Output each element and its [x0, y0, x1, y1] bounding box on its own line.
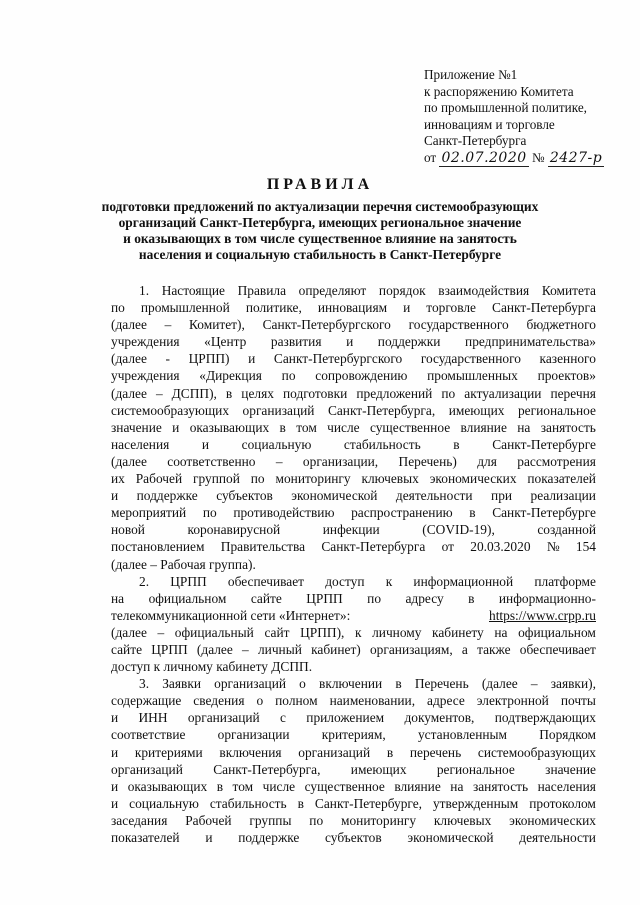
document-body — [111, 282, 596, 846]
handwritten-date: 02.07.2020 — [441, 149, 527, 166]
text-line: (далее соответственно – организации, Перечень) для рассмотрения — [111, 453, 596, 469]
text-line: на официальном сайте ЦРПП по адресу в информационно- — [111, 590, 596, 606]
text-line: (далее – официальный сайт ЦРПП), к личному кабинету на официальном — [111, 624, 596, 640]
appendix-line: к распоряжению Комитета — [424, 83, 574, 99]
title-block — [80, 175, 560, 263]
text-line: (далее – Рабочая группа). — [111, 556, 256, 572]
text-line: и социальную стабильность в Санкт-Петербурге, утвержденным протоколом — [111, 795, 596, 811]
text-line: по промышленной политике, инновациям и торговле Санкт-Петербурга — [111, 300, 596, 316]
text-line: 1. Настоящие Правила определяют порядок взаимодействия Комитета — [139, 283, 596, 298]
text-line: мероприятий по противодействию распространению в Санкт-Петербурге — [111, 505, 596, 521]
text-line-part: телекоммуникационной сети «Интернет»: — [111, 607, 351, 623]
subtitle-line: и оказывающих в том числе существенное влияние на занятость — [123, 231, 517, 246]
document-subtitle — [80, 199, 560, 263]
text-line: учреждения «Дирекция по сопровождению промышленных проектов» — [111, 368, 596, 384]
text-line: соответствие организации критериям, установленным Порядком — [111, 727, 596, 743]
text-line: системообразующих организаций Санкт-Петербурга, имеющих региональное — [111, 402, 596, 418]
text-line: 2. ЦРПП обеспечивает доступ к информационной платформе — [139, 573, 596, 589]
text-line: 3. Заявки организаций о включении в Перечень (далее – заявки), — [139, 676, 596, 692]
paragraph-2 — [111, 573, 596, 676]
number-prefix: № — [531, 149, 545, 165]
text-line: населения и социальную стабильность в Санкт-Петербурге — [111, 436, 596, 452]
text-line: их Рабочей группой по мониторингу ключевых экономических показателей — [111, 471, 596, 487]
text-line: (далее – ДСПП), в целях подготовки предложений по актуализации перечня — [111, 385, 596, 401]
text-line: постановлением Правительства Санкт-Петербурга от 20.03.2020 № 154 — [111, 539, 596, 555]
text-line-with-link — [111, 607, 596, 624]
text-line: сайте ЦРПП (далее – личный кабинет) организациям, а также обеспечивает — [111, 641, 596, 657]
appendix-line: Санкт-Петербурга — [424, 133, 527, 149]
text-line: (далее - ЦРПП) и Санкт-Петербургского государственного казенного — [111, 351, 596, 367]
handwritten-number: 2427-р — [549, 149, 603, 166]
appendix-header — [424, 67, 624, 167]
text-line: и критериями включения организаций в перечень системообразующих — [111, 744, 596, 760]
text-line: показателей и поддержке субъектов экономической деятельности — [111, 830, 596, 845]
text-line: организаций Санкт-Петербурга, имеющих региональное значение — [111, 761, 596, 777]
date-prefix: от — [424, 149, 437, 165]
crpp-website-link[interactable]: https://www.crpp.ru — [489, 607, 596, 623]
subtitle-line: населения и социальную стабильность в Санкт-Петербурге — [138, 247, 502, 262]
text-line: (далее – Комитет), Санкт-Петербургского государственного бюджетного — [111, 317, 596, 333]
text-line: доступ к личному кабинету ДСПП. — [111, 659, 313, 675]
text-line: и ИНН организаций с приложением документов, подтверждающих — [111, 710, 596, 726]
appendix-line: Приложение №1 — [424, 67, 518, 82]
text-line: учреждения «Центр развития и поддержки предпринимательства» — [111, 334, 596, 350]
document-title: ПРАВИЛА — [266, 176, 374, 193]
appendix-line: по промышленной политике, — [424, 100, 587, 116]
paragraph-1 — [111, 282, 596, 573]
text-line: значение и оказывающих в том числе существенное влияние на занятость — [111, 419, 596, 435]
text-line: и поддержке субъектов экономической деятельности при реализации — [111, 488, 596, 504]
text-line: содержащие сведения о полном наименовании, адресе электронной почты — [111, 693, 596, 709]
text-line: заседания Рабочей группы по мониторингу ключевых экономических — [111, 812, 596, 828]
subtitle-line: организаций Санкт-Петербурга, имеющих региональное значение — [118, 215, 522, 230]
appendix-date-line — [424, 150, 624, 167]
subtitle-line: подготовки предложений по актуализации перечня системообразующих — [101, 199, 539, 214]
text-line: и оказывающих в том числе существенное влияние на занятость населения — [111, 778, 596, 794]
appendix-line: инновациям и торговле — [424, 116, 555, 132]
text-line: новой коронавирусной инфекции (COVID-19), созданной — [111, 522, 596, 538]
paragraph-3 — [111, 675, 596, 846]
